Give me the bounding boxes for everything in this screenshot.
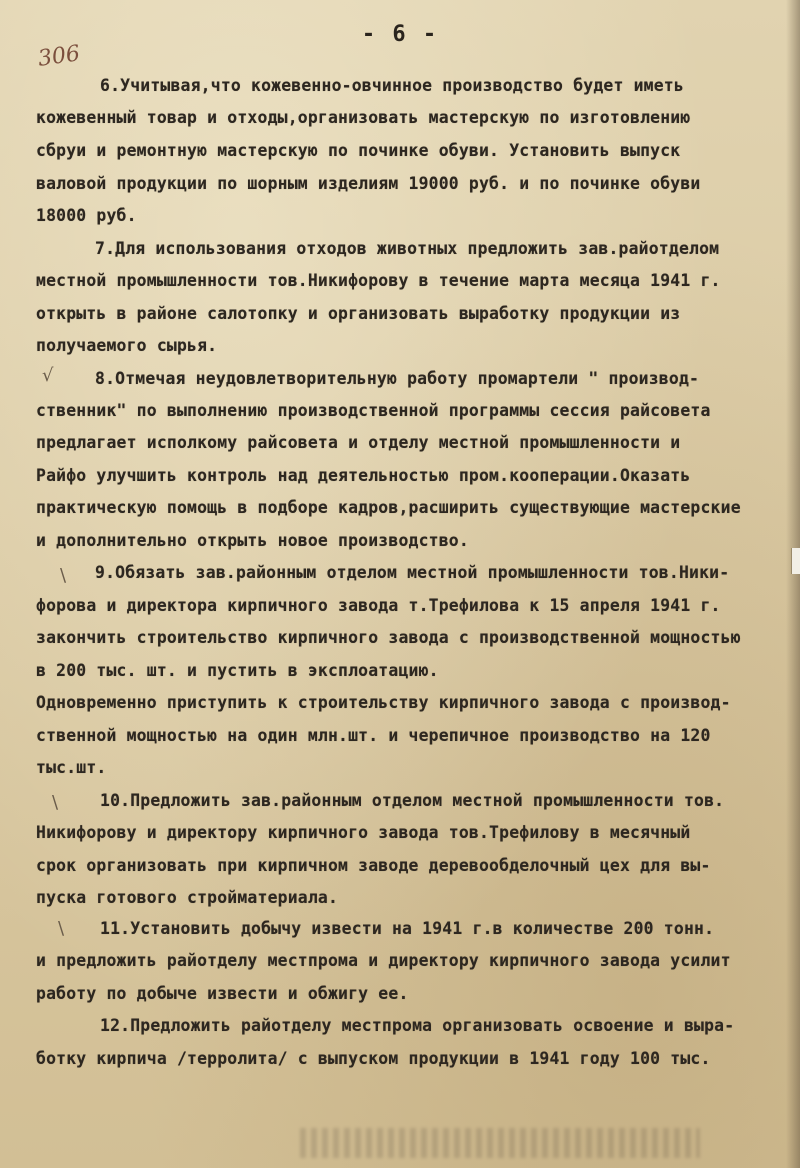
text-line: Никифорову и директору кирпичного завода тов.Трефилову в месячный (36, 823, 691, 842)
text-line: тыс.шт. (36, 758, 107, 777)
margin-check-mark: √ (42, 365, 54, 386)
text-line: предлагает исполкому райсовета и отделу местной промышленности и (36, 433, 681, 452)
text-line: 10.Предложить зав.районным отделом местной промышленности тов. (100, 791, 725, 810)
text-line: и дополнительно открыть новое производство. (36, 531, 469, 550)
text-line: Одновременно приступить к строительству кирпичного завода с производ- (36, 693, 731, 712)
text-line: 9.Обязать зав.районным отделом местной промышленности тов.Ники- (95, 563, 730, 582)
text-line: Райфо улучшить контроль над деятельностью пром.кооперации.Оказать (36, 466, 691, 485)
text-line: 7.Для использования отходов животных предложить зав.райотделом (95, 239, 720, 258)
page-edge-shadow (786, 0, 800, 1168)
text-line: 11.Установить добычу извести на 1941 г.в количестве 200 тонн. (100, 919, 715, 938)
text-line: 18000 руб. (36, 206, 137, 225)
text-line: получаемого сырья. (36, 336, 218, 355)
text-line: в 200 тыс. шт. и пустить в эксплоатацию. (36, 661, 439, 680)
text-line: закончить строительство кирпичного завода с производственной мощностью (36, 628, 741, 647)
text-line: 12.Предложить райотделу местпрома организовать освоение и выра- (100, 1016, 735, 1035)
text-line: форова и директора кирпичного завода т.Трефилова к 15 апреля 1941 г. (36, 596, 721, 615)
text-line: ботку кирпича /терролита/ с выпуском продукции в 1941 году 100 тыс. (36, 1049, 711, 1068)
text-line: ственной мощностью на один млн.шт. и черепичное производство на 120 (36, 726, 711, 745)
text-line: валовой продукции по шорным изделиям 19000 руб. и по починке обуви (36, 174, 701, 193)
show-through-text (300, 1128, 700, 1158)
text-line: работу по добыче извести и обжигу ее. (36, 984, 409, 1003)
page-number: - 6 - (361, 22, 439, 47)
text-line: 6.Учитывая,что кожевенно-овчинное производство будет иметь (100, 76, 684, 95)
text-line: практическую помощь в подборе кадров,расширить существующие мастерские (36, 498, 741, 517)
text-line: срок организовать при кирпичном заводе деревообделочный цех для вы- (36, 856, 711, 875)
text-line: пуска готового стройматериала. (36, 888, 339, 907)
paper-tab (791, 548, 800, 574)
text-line: сбруи и ремонтную мастерскую по починке обуви. Установить выпуск (36, 141, 681, 160)
archive-number: 306 (36, 41, 82, 72)
text-line: местной промышленности тов.Никифорову в течение марта месяца 1941 г. (36, 271, 721, 290)
text-line: 8.Отмечая неудовлетворительную работу промартели " производ- (95, 369, 700, 388)
text-line: кожевенный товар и отходы,организовать мастерскую по изготовлению (36, 108, 691, 127)
text-line: и предложить райотделу местпрома и директору кирпичного завода усилит (36, 951, 731, 970)
margin-slash-mark: \ (52, 792, 59, 813)
margin-slash-mark: \ (60, 565, 67, 586)
text-line: открыть в районе салотопку и организовать выработку продукции из (36, 304, 681, 323)
margin-slash-mark: \ (58, 918, 65, 939)
text-line: ственник" по выполнению производственной программы сессия райсовета (36, 401, 711, 420)
